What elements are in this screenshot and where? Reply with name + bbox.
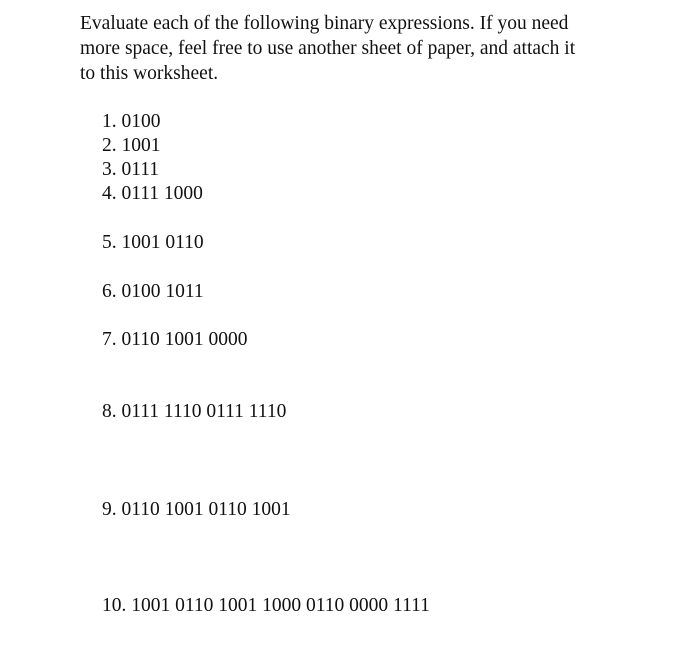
problem-5: 5. 1001 0110 [102, 232, 204, 253]
instructions-line-2: more space, feel free to use another sheet of paper, and attach it [80, 38, 576, 59]
problem-3: 3. 0111 [102, 159, 160, 180]
problem-7: 7. 0110 1001 0000 [102, 329, 248, 350]
problem-6: 6. 0100 1011 [102, 281, 204, 302]
problem-2: 2. 1001 [102, 135, 161, 156]
instructions-line-3: to this worksheet. [80, 63, 219, 84]
problem-1: 1. 0100 [102, 111, 161, 132]
problem-10: 10. 1001 0110 1001 1000 0110 0000 1111 [102, 595, 430, 616]
problem-4: 4. 0111 1000 [102, 183, 203, 204]
problem-8: 8. 0111 1110 0111 1110 [102, 401, 287, 422]
instructions-line-1: Evaluate each of the following binary expressions. If you need [80, 13, 569, 34]
instructions-paragraph [80, 11, 640, 86]
problem-9: 9. 0110 1001 0110 1001 [102, 499, 291, 520]
